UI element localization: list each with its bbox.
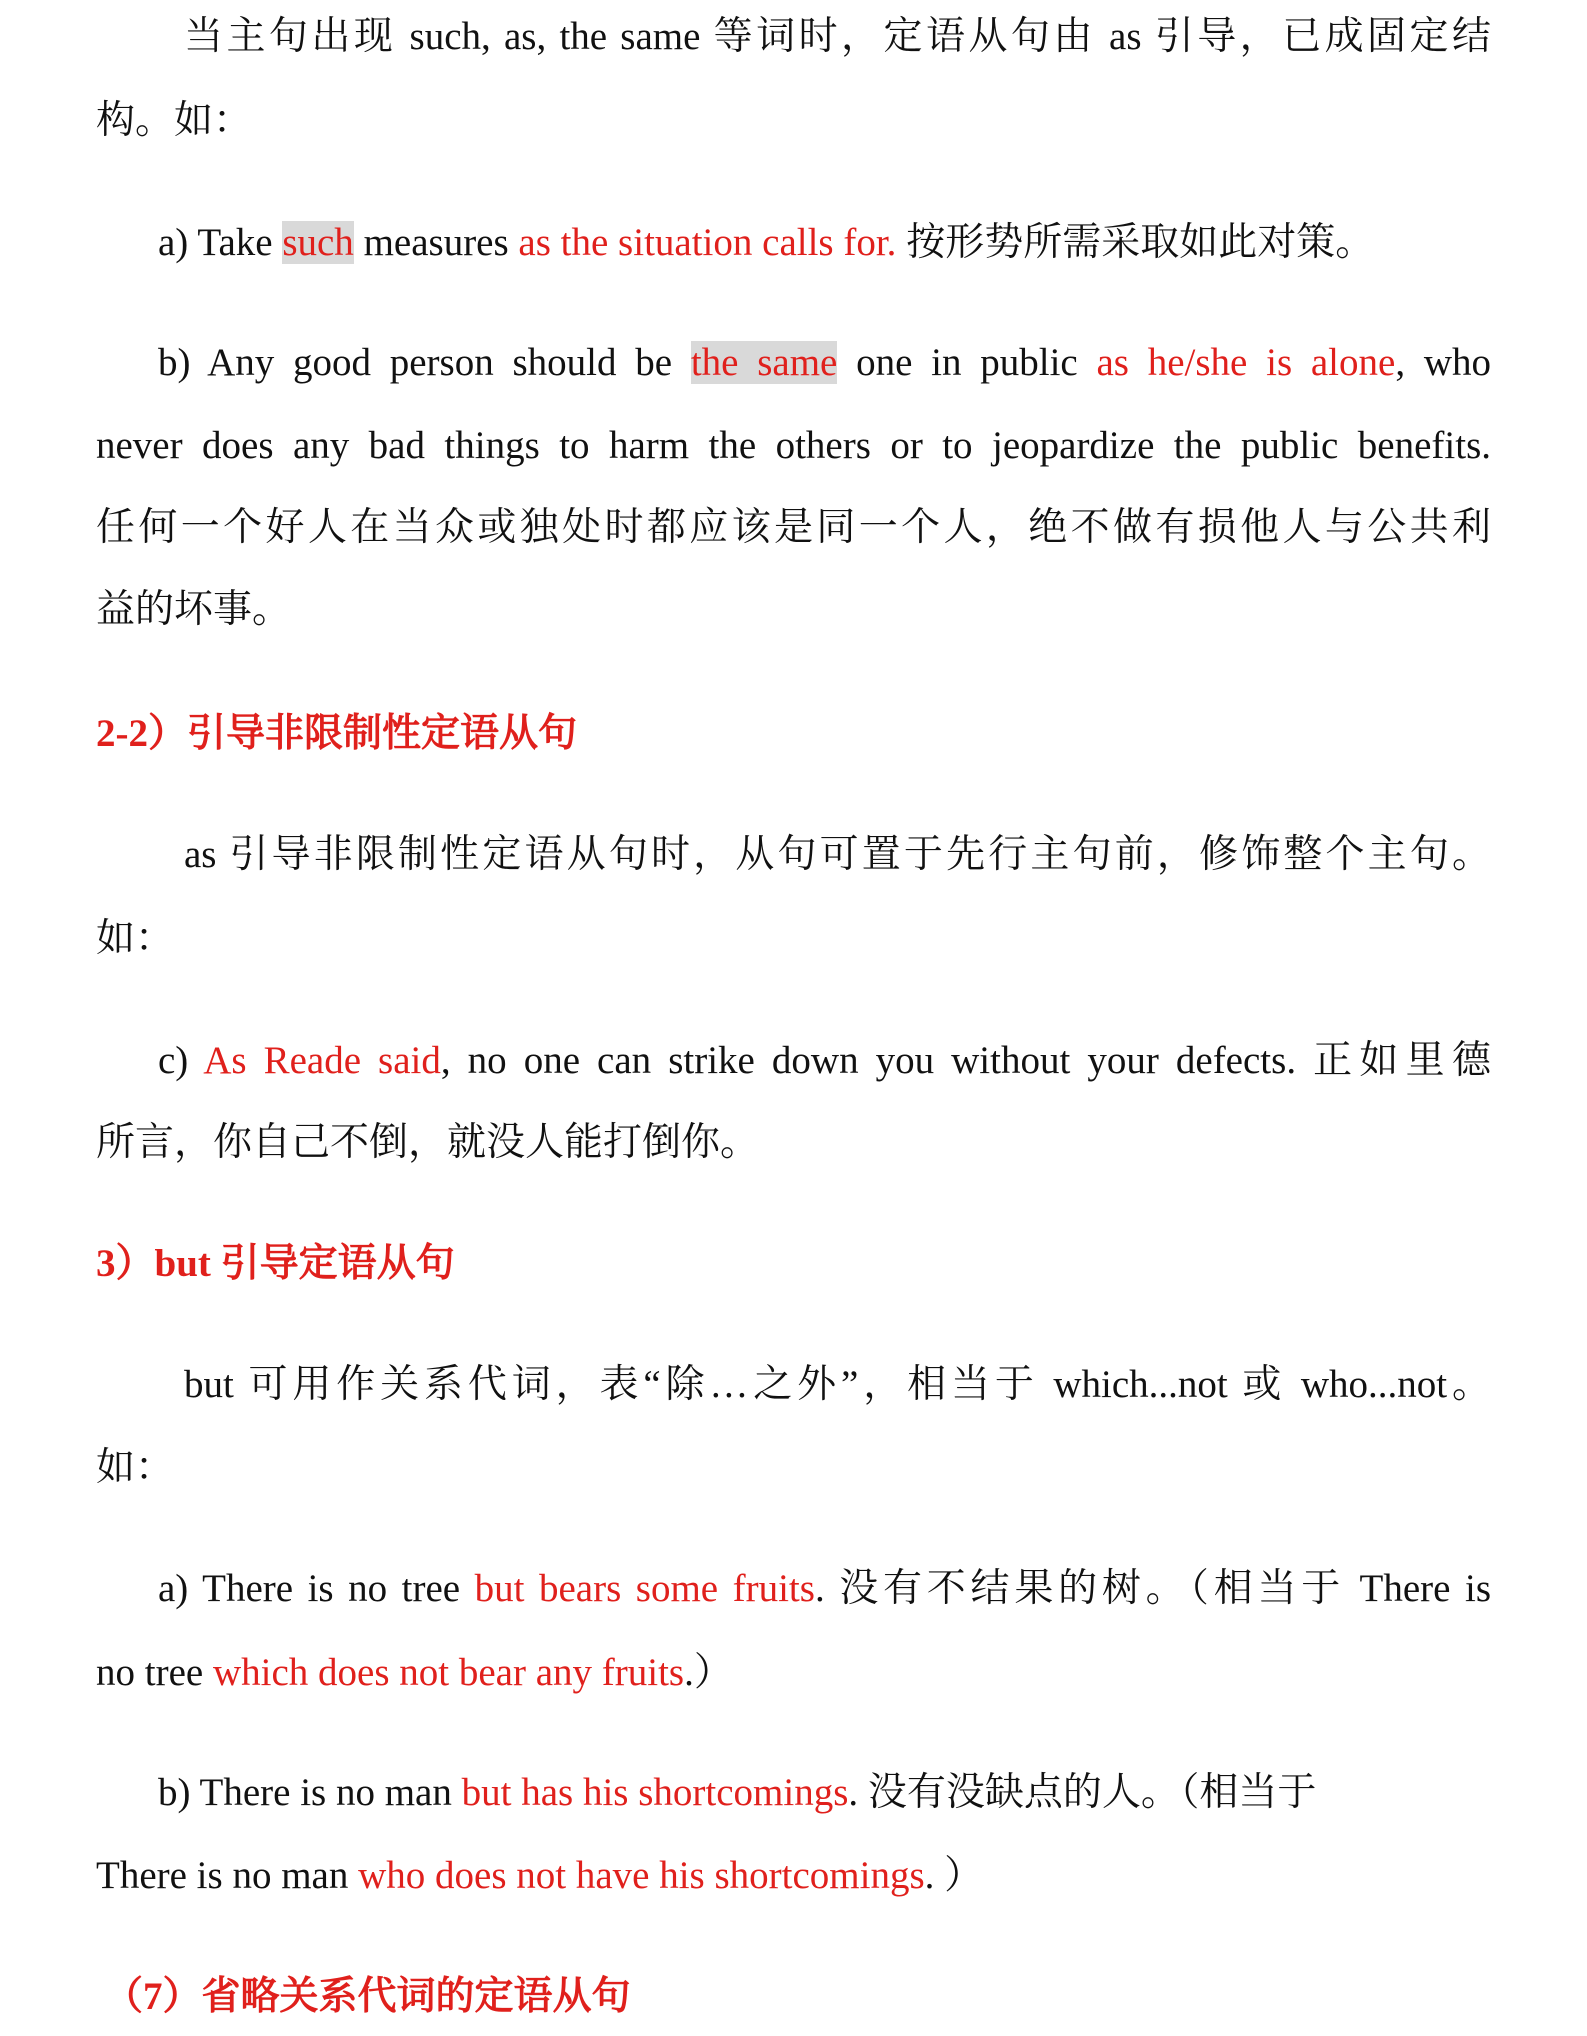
red-clause: who does not have his shortcomings [358,1854,925,1897]
nonrestrictive-line-2: 如： [96,917,175,960]
section-heading-2-2: 2-2）引导非限制性定语从句 [96,712,577,755]
nonrestrictive-line-1: as 引导非限制性定语从句时，从句可置于先行主句前，修饰整个主句。 [184,833,1491,876]
red-clause: but has his shortcomings [461,1771,849,1814]
red-clause: as he/she is alone [1096,341,1396,384]
but-intro-line-1: but 可用作关系代词，表“除…之外”，相当于 which...not 或 who...not。 [184,1363,1491,1406]
but-intro-line-2: 如： [96,1446,175,1489]
highlight-the-same: the same [690,341,838,384]
section-heading-3: 3）but 引导定语从句 [96,1242,455,1285]
example-b-but-line-2: There is no man who does not have his shortcomings. ） [96,1854,984,1897]
example-b-but-line-1: b) There is no man but has his shortcomings. 没有没缺点的人。（相当于 [158,1771,1317,1814]
red-clause: but bears some fruits [474,1567,815,1610]
intro-line-2: 构。如： [96,99,253,142]
intro-line-1: 当主句出现 such, as, the same 等词时，定语从句由 as 引导，已成固定结 [184,15,1491,58]
red-clause: as the situation calls for. [518,221,897,264]
section-heading-7: （7）省略关系代词的定语从句 [104,1975,631,2018]
red-clause: which does not bear any fruits [212,1651,685,1694]
example-c-line-1: c) As Reade said, no one can strike down you without your defects. 正如里德 [158,1039,1491,1082]
highlight-such: such [282,221,354,264]
example-b-same-line-1: b) Any good person should be the same one in public as he/she is alone, who [158,341,1491,384]
example-b-same-line-2: never does any bad things to harm the others or to jeopardize the public benefits. [96,424,1491,467]
example-a-such: a) Take such measures as the situation calls for. 按形势所需采取如此对策。 [158,221,1375,264]
example-b-same-line-4: 益的坏事。 [96,588,292,631]
example-a-but-line-1: a) There is no tree but bears some fruits. 没有不结果的树。（相当于 There is [158,1567,1491,1610]
example-c-line-2: 所言，你自己不倒，就没人能打倒你。 [96,1121,760,1164]
example-b-same-line-3: 任何一个好人在当众或独处时都应该是同一个人，绝不做有损他人与公共利 [96,506,1491,549]
red-clause: As Reade said [203,1039,441,1082]
example-a-but-line-2: no tree which does not bear any fruits.） [96,1651,733,1694]
